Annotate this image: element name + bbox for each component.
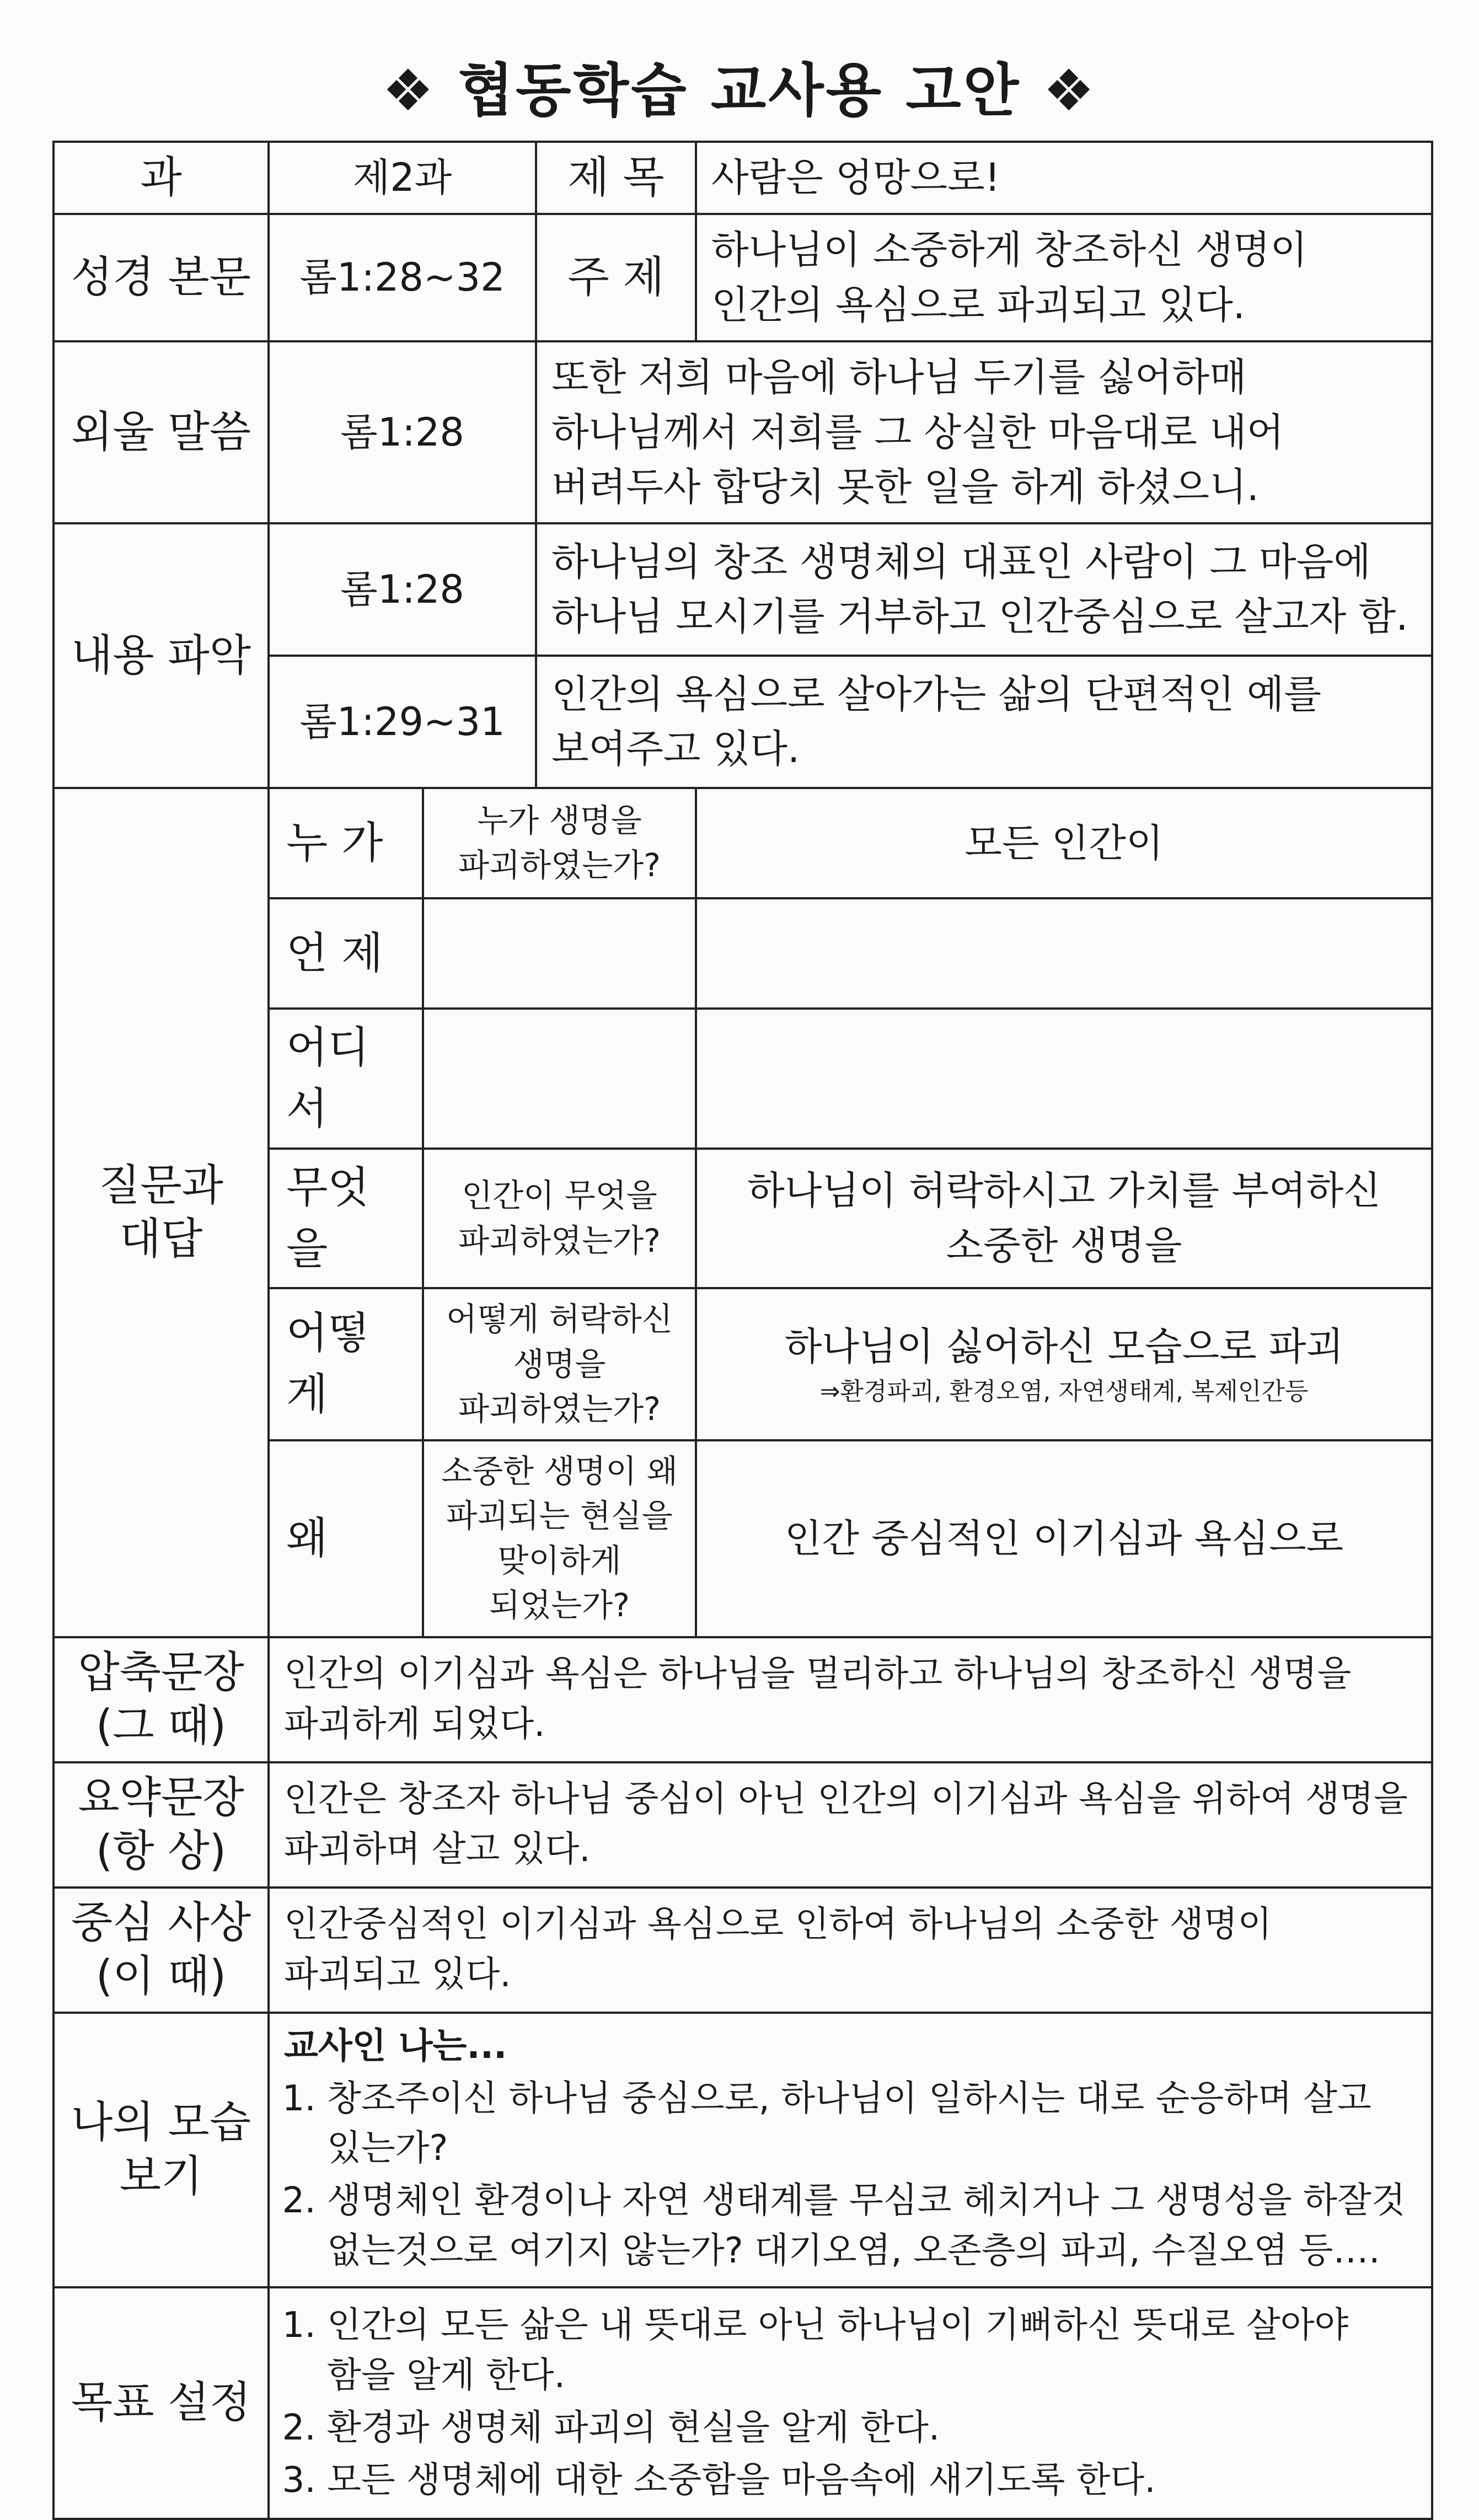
summary-text: 인간은 창조자 하나님 중심이 아닌 인간의 이기심과 욕심을 위하여 생명을 파괴하며 살고 있다. xyxy=(269,1762,1432,1888)
goals-list xyxy=(284,2301,1417,2506)
qa-answer xyxy=(696,788,1432,898)
summary-label: 요약문장 (항 상) xyxy=(53,1762,269,1888)
goals-body xyxy=(269,2287,1432,2519)
qa-answer: 인간 중심적인 이기심과 욕심으로 xyxy=(696,1440,1432,1637)
qa-question: 어떻게 허락하신 생명을 파괴하였는가? xyxy=(423,1288,696,1440)
content-ref: 롬1:28 xyxy=(269,523,536,656)
reflect-label: 나의 모습 보기 xyxy=(53,2013,269,2287)
goals-row xyxy=(53,2287,1432,2519)
compress-text: 인간의 이기심과 욕심은 하나님을 멀리하고 하나님의 창조하신 생명을 파괴하게 되었다. xyxy=(269,1637,1432,1762)
qa-label: 질문과 대답 xyxy=(53,788,269,1637)
qa-answer: 하나님이 허락하시고 가치를 부여하신 소중한 생명을 xyxy=(696,1149,1432,1289)
content-text: 인간의 욕심으로 살아가는 삶의 단편적인 예를 보여주고 있다. xyxy=(536,656,1432,788)
summary-row xyxy=(53,1762,1432,1888)
qa-answer xyxy=(696,1009,1432,1149)
qa-answer-text: 모든 인간이 xyxy=(964,820,1164,866)
qa-question xyxy=(423,898,696,1009)
content-text: 하나님의 창조 생명체의 대표인 사람이 그 마음에 하나님 모시기를 거부하고 인간중심으로 살고자 함. xyxy=(536,523,1432,656)
qa-answer xyxy=(696,898,1432,1009)
qa-why-label: 왜 xyxy=(269,1440,423,1637)
memory-label: 외울 말씀 xyxy=(53,341,269,523)
content-ref: 롬1:29~31 xyxy=(269,656,536,788)
compress-label: 압축문장 (그 때) xyxy=(53,1637,269,1762)
goal-item: 2. 환경과 생명체 파괴의 현실을 알게 한다. xyxy=(327,2403,1417,2453)
scripture-value: 롬1:28~32 xyxy=(269,214,536,341)
lesson-label: 과 xyxy=(53,142,269,214)
qa-answer-text: 하나님이 싫어하신 모습으로 파괴 xyxy=(784,1324,1344,1370)
qa-question xyxy=(423,1009,696,1149)
qa-row xyxy=(53,788,1432,898)
title-value: 사람은 엉망으로! xyxy=(696,142,1432,214)
qa-answer xyxy=(696,1288,1432,1440)
memory-text: 또한 저희 마음에 하나님 두기를 싫어하매 하나님께서 저희를 그 상실한 마음대로 내어 버려두사 합당치 못한 일을 하게 하셨으니. xyxy=(536,341,1432,523)
memory-ref: 롬1:28 xyxy=(269,341,536,523)
reflect-item: 2. 생명체인 환경이나 자연 생태계를 무심코 헤치거나 그 생명성을 하잘것 없는것으로 여기지 않는가? 대기오염, 오존층의 파괴, 수질오염 등‥‥ xyxy=(327,2176,1417,2276)
qa-how-label: 어떻게 xyxy=(269,1288,423,1440)
title-label: 제 목 xyxy=(536,142,696,214)
reflect-body xyxy=(269,2013,1432,2287)
compress-row xyxy=(53,1637,1432,1762)
central-text: 인간중심적인 이기심과 욕심으로 인하여 하나님의 소중한 생명이 파괴되고 있다. xyxy=(269,1888,1432,2013)
qa-when-label: 언 제 xyxy=(269,898,423,1009)
reflect-intro: 교사인 나는... xyxy=(284,2025,507,2067)
scripture-row xyxy=(53,214,1432,341)
qa-question: 인간이 무엇을 파괴하였는가? xyxy=(423,1149,696,1289)
lesson-plan-table xyxy=(52,141,1433,2520)
reflect-item: 1. 창조주이신 하나님 중심으로, 하나님이 일하시는 대로 순응하며 살고 있는가? xyxy=(327,2074,1417,2174)
qa-question: 소중한 생명이 왜 파괴되는 현실을 맞이하게 되었는가? xyxy=(423,1440,696,1637)
scripture-label: 성경 본문 xyxy=(53,214,269,341)
theme-label: 주 제 xyxy=(536,214,696,341)
qa-answer-note: ⇒환경파괴, 환경오염, 자연생태계, 복제인간등 xyxy=(819,1377,1309,1406)
qa-question: 누가 생명을 파괴하였는가? xyxy=(423,788,696,898)
content-row xyxy=(53,523,1432,656)
lesson-plan-sheet xyxy=(52,141,1431,2501)
theme-value: 하나님이 소중하게 창조하신 생명이 인간의 욕심으로 파괴되고 있다. xyxy=(696,214,1432,341)
reflect-row xyxy=(53,2013,1432,2287)
qa-who-label: 누 가 xyxy=(269,788,423,898)
content-label: 내용 파악 xyxy=(53,523,269,788)
reflect-list xyxy=(284,2074,1417,2277)
goals-label: 목표 설정 xyxy=(53,2287,269,2519)
qa-what-label: 무엇을 xyxy=(269,1149,423,1289)
goal-item: 3. 모든 생명체에 대한 소중함을 마음속에 새기도록 한다. xyxy=(327,2455,1417,2506)
memory-row xyxy=(53,341,1432,523)
central-label: 중심 사상 (이 때) xyxy=(53,1888,269,2013)
goal-item: 1. 인간의 모든 삶은 내 뜻대로 아닌 하나님이 기뻐하신 뜻대로 살아야 함을 알게 한다. xyxy=(327,2301,1417,2401)
lesson-row xyxy=(53,142,1432,214)
lesson-value: 제2과 xyxy=(269,142,536,214)
qa-where-label: 어디서 xyxy=(269,1009,423,1149)
central-row xyxy=(53,1888,1432,2013)
page-title: ❖ 협동학습 교사용 고안 ❖ xyxy=(382,57,1097,124)
